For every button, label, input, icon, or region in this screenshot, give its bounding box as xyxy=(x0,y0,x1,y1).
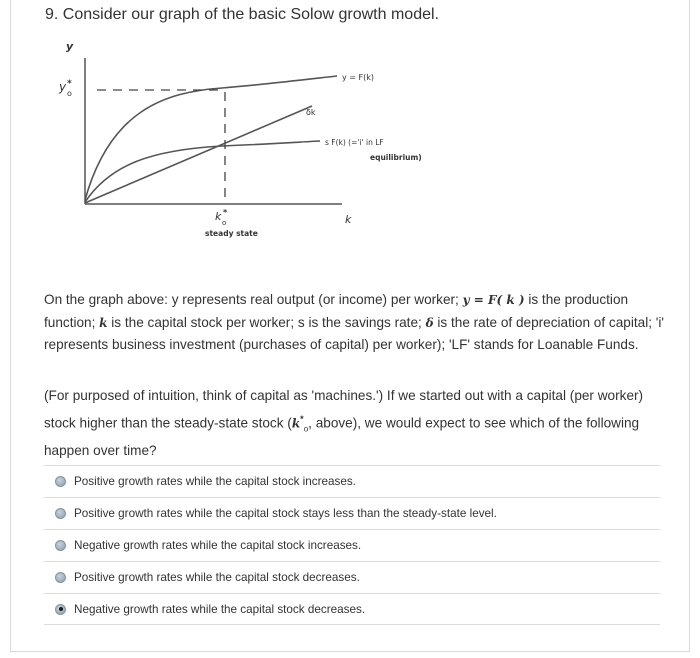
option-label: Positive growth rates while the capital stock decreases. xyxy=(74,571,360,584)
radio-button[interactable] xyxy=(55,572,66,583)
radio-button[interactable] xyxy=(55,508,66,519)
option-5[interactable] xyxy=(44,593,660,625)
depreciation-label: δk xyxy=(306,108,316,117)
option-3[interactable] xyxy=(44,529,660,561)
output-curve xyxy=(85,76,337,200)
radio-button[interactable] xyxy=(55,540,66,551)
radio-button-selected[interactable] xyxy=(55,604,66,615)
svg-text:*: * xyxy=(67,79,72,89)
option-4[interactable] xyxy=(44,561,660,593)
k-star-label xyxy=(215,208,228,227)
savings-curve-label: s F(k) (='i' in LF xyxy=(325,138,384,147)
svg-text:o: o xyxy=(222,219,227,227)
question-title: 9. Consider our graph of the basic Solow growth model. xyxy=(45,6,439,23)
option-2[interactable] xyxy=(44,497,660,529)
question-description: On the graph above: y represents real output (or income) per worker; y = F( k ) is the production function; k is the capital stock per worker; s is the savings rate; δ is the rate of depreciation of capital; 'i' represents business investment (purchases of capital) per worker); 'LF' stands for Loanable Funds. xyxy=(44,292,664,352)
question-prompt: (For purposed of intuition, think of capital as 'machines.') If we started out with a capital (per worker) stock higher than the steady-state stock ($k^*_o$, above), we would expect to see which of the following happen over time? xyxy=(44,388,644,459)
option-label: Negative growth rates while the capital stock decreases. xyxy=(74,602,366,616)
output-curve-label: y = F(k) xyxy=(342,73,374,82)
svg-text:y: y xyxy=(59,80,67,94)
solow-graph xyxy=(0,0,700,290)
y-axis-label: y xyxy=(66,40,74,53)
steady-state-label: steady state xyxy=(205,229,258,238)
answer-options xyxy=(44,465,660,625)
y-star-label xyxy=(58,79,72,98)
option-label: Negative growth rates while the capital stock increases. xyxy=(74,539,362,552)
radio-button[interactable] xyxy=(55,476,66,487)
svg-text:k: k xyxy=(215,210,222,223)
option-label: Positive growth rates while the capital stock stays less than the steady-state level. xyxy=(74,507,497,520)
savings-curve xyxy=(85,141,320,202)
depreciation-line xyxy=(85,106,312,203)
k-axis-label: k xyxy=(345,213,352,226)
option-1[interactable] xyxy=(44,465,660,497)
savings-curve-label-2: equilibrium) xyxy=(370,153,422,162)
svg-text:o: o xyxy=(67,89,72,98)
option-label: Positive growth rates while the capital stock increases. xyxy=(74,475,356,488)
svg-text:*: * xyxy=(223,208,228,217)
